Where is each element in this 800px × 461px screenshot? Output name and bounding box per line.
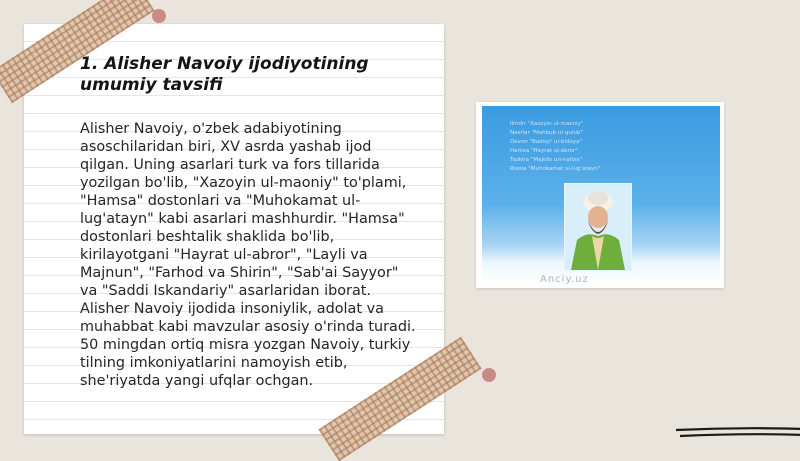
- pin-bottom: [482, 368, 496, 382]
- image-text-block: [510, 120, 670, 174]
- navoiy-image: [482, 106, 720, 284]
- image-watermark: Anciy.uz: [540, 274, 589, 284]
- paper-note: [24, 24, 444, 434]
- image-text-line: Risola "Muhokamat ul-lug'atayn": [510, 166, 601, 172]
- image-text-line: Nasrlar "Mahbub ul-qulub": [510, 130, 583, 136]
- navoiy-image-frame: [476, 102, 724, 288]
- portrait-illustration: [565, 184, 631, 270]
- image-text-line: Hamsa "Hayrat ul-abror": [510, 148, 578, 154]
- navoiy-portrait: [564, 183, 632, 271]
- decorative-lines: [676, 424, 800, 444]
- image-text-line: Tazkira "Majolis un-nafois": [510, 157, 583, 163]
- pin-top: [152, 9, 166, 23]
- image-text-line: Ilmdir "Xazoyin ul-maoniy": [510, 121, 584, 127]
- image-text-line: Devon "Badoyi' ul-bidoya": [510, 139, 583, 145]
- slide-body-text: Alisher Navoiy, o'zbek adabiyotining asoschilaridan biri, XV asrda yashab ijod qilgan. Uning asarlari turk va fors tillarida yozilgan bo'lib, "Xazoyin ul-maoniy" to'plami, "Hamsa" dostonlari va "Muhokamat ul-lug'atayn" kabi asarlari mashhurdir. "Hamsa" dostonlari beshtalik shaklida bo'lib, kirilayotgani "Hayrat ul-abror", "Layli va Majnun", "Farhod va Shirin", "Sab'ai Sayyor" va "Saddi Iskandariy" asarlaridan iborat. Alisher Navoiy ijodida insoniylik, adolat va muhabbat kabi mavzular asosiy o'rinda turadi. 50 mingdan ortiq misra yozgan Navoiy, turkiy tilning imkoniyatlarini namoyish etib, she'riyatda yangi ufqlar ochgan.: [80, 121, 416, 389]
- slide-title: 1. Alisher Navoiy ijodiyotining umumiy tavsifi: [80, 54, 369, 95]
